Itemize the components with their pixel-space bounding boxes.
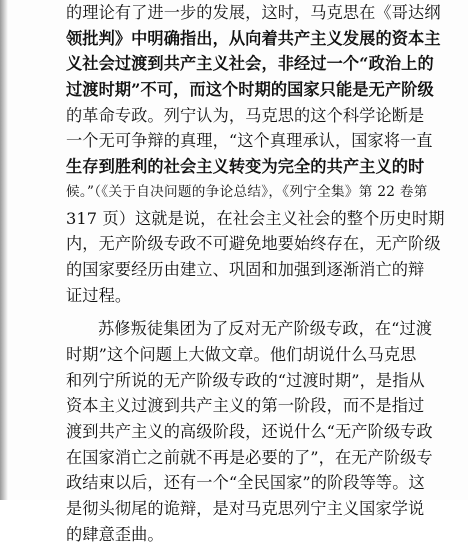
text-line: 领批判》中明确指出，从向着共产主义发展的资本主 bbox=[66, 28, 441, 48]
body-text bbox=[66, 0, 466, 547]
text-line: 内，无产阶级专政不可避免地要始终存在，无产阶级 bbox=[66, 234, 441, 254]
text-line: 政结束以后，还有一个“全民国家”的阶段等等。这 bbox=[66, 473, 425, 493]
citation-line: 候。”（《关于自决问题的争论总结》，《列宁全集》第 22 卷第 bbox=[66, 183, 428, 200]
text-line: 的国家要经历由建立、巩固和加强到逐渐消亡的辩 bbox=[66, 259, 425, 279]
text-line: 和列宁所说的无产阶级专政的“过渡时期”，是指从 bbox=[66, 370, 425, 390]
text-line: 一个无可争辩的真理，“这个真理承认，国家将一直 bbox=[66, 131, 433, 151]
text-line: 生存到胜利的社会主义转变为完全的共产主义的时 bbox=[66, 157, 425, 177]
text-line: 过渡时期”不可，而这个时期的国家只能是无产阶级 bbox=[66, 80, 434, 100]
scan-edge-shadow bbox=[0, 0, 8, 500]
text-line: 317 页）这就是说，在社会主义社会的整个历史时期 bbox=[66, 208, 445, 228]
text-line: 的革命专政。列宁认为，马克思的这个科学论断是 bbox=[66, 105, 425, 125]
text-line: 资本主义过渡到共产主义的第一阶段，而不是指过 bbox=[66, 396, 425, 416]
text-line: 渡到共产主义的高级阶段，还说什么“无产阶级专政 bbox=[66, 422, 433, 441]
paragraph-1 bbox=[66, 0, 466, 308]
text-line: 义社会过渡到共产主义社会，非经过一个“政治上的 bbox=[66, 54, 434, 74]
text-line: 的肆意歪曲。 bbox=[66, 524, 164, 544]
text-line: 苏修叛徒集团为了反对无产阶级专政，在“过渡 bbox=[98, 319, 433, 339]
text-line: 的理论有了进一步的发展，这时，马克思在《哥达纲 bbox=[66, 3, 441, 22]
text-line: 证过程。 bbox=[66, 285, 132, 305]
text-line: 时期”这个问题上大做文章。他们胡说什么马克思 bbox=[66, 344, 417, 364]
paragraph-2 bbox=[66, 316, 466, 547]
text-line: 在国家消亡之前就不再是必要的了”，在无产阶级专 bbox=[66, 447, 433, 467]
text-line: 是彻头彻尾的诡辩，是对马克思列宁主义国家学说 bbox=[66, 499, 425, 519]
